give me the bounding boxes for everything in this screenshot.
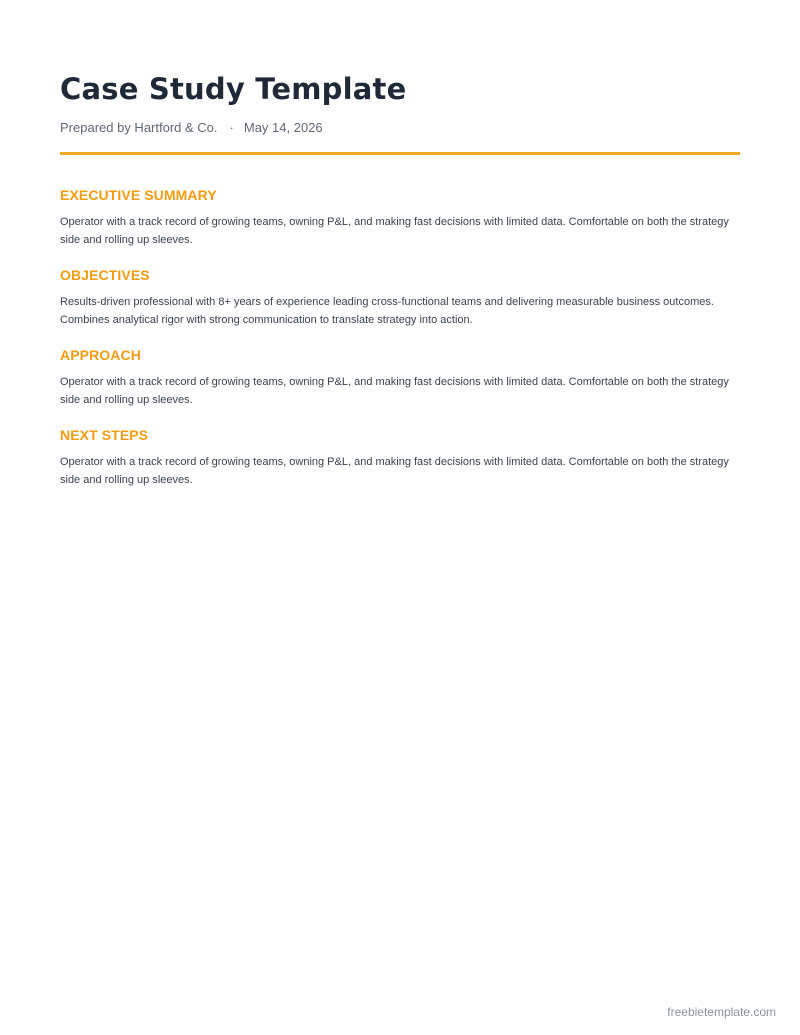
section-body: Operator with a track record of growing teams, owning P&L, and making fast decisions with limited data. Comfortable on both the strategy side and rolling up sleeves. [60, 376, 729, 406]
section-heading: EXECUTIVE SUMMARY [60, 187, 217, 203]
document-date: May 14, 2026 [243, 120, 323, 135]
section-heading: APPROACH [60, 347, 141, 363]
section-heading: NEXT STEPS [60, 427, 149, 443]
meta-separator: · [229, 120, 234, 135]
document-title: Case Study Template [60, 72, 407, 106]
footer-site-link[interactable]: freebietemplate.com [667, 1005, 776, 1019]
accent-divider [60, 152, 740, 155]
section-approach [60, 347, 740, 409]
section-body: Results-driven professional with 8+ years of experience leading cross-functional teams and delivering measurable business outcomes. Combines analytical rigor with strong communication to translate strategy into action. [60, 296, 714, 326]
section-body: Operator with a track record of growing teams, owning P&L, and making fast decisions with limited data. Comfortable on both the strategy side and rolling up sleeves. [60, 216, 729, 246]
section-heading: OBJECTIVES [60, 267, 150, 283]
section-body: Operator with a track record of growing teams, owning P&L, and making fast decisions with limited data. Comfortable on both the strategy side and rolling up sleeves. [60, 456, 729, 486]
section-executive-summary [60, 187, 740, 249]
prepared-by: Prepared by Hartford & Co. [60, 120, 218, 135]
section-objectives [60, 267, 740, 329]
section-next-steps [60, 427, 740, 489]
document-meta [60, 120, 323, 135]
